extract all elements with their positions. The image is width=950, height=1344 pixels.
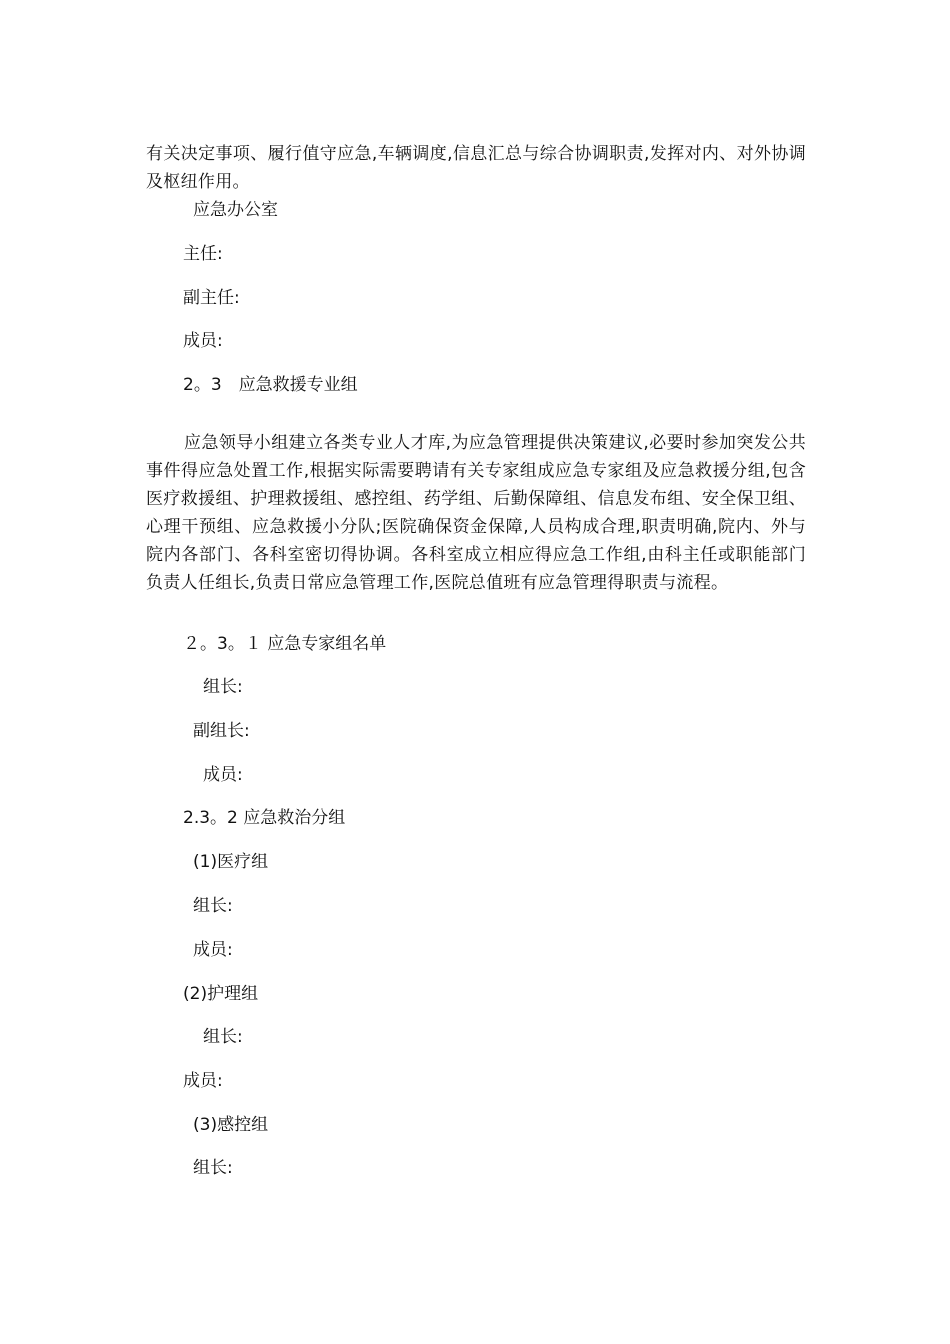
office-deputy: 副主任: bbox=[183, 288, 240, 308]
rescue-team-paragraph: 应急领导小组建立各类专业人才库,为应急管理提供决策建议,必要时参加突发公共事件得应急处置工作,根据实际需要聘请有关专家组成应急专家组及应急救援分组,包含医疗救援组、护理救援组、感控组、药学组、后勤保障组、信息发布组、安全保卫组、心理干预组、应急救援小分队;医院确保资金保障,人员构成合理,职责明确,院内、外与院内各部门、各科室密切得协调。各科室成立相应得应急工作组,由科主任或职能部门负责人任组长,负责日常应急管理工作,医院总值班有应急管理得职责与流程。 bbox=[146, 433, 806, 593]
medical-group-title: (1)医疗组 bbox=[193, 852, 269, 872]
infection-group-title: (3)感控组 bbox=[193, 1115, 269, 1135]
nursing-group-leader: 组长: bbox=[203, 1027, 243, 1047]
section-2-3-heading: 2。3 应急救援专业组 bbox=[183, 375, 358, 395]
medical-group-leader: 组长: bbox=[193, 896, 233, 916]
infection-group-leader: 组长: bbox=[193, 1158, 233, 1178]
nursing-group-members: 成员: bbox=[183, 1071, 223, 1091]
office-title: 应急办公室 bbox=[193, 200, 278, 220]
section-2-3-2-heading: 2.3。2 应急救治分组 bbox=[183, 808, 346, 828]
expert-deputy: 副组长: bbox=[193, 721, 250, 741]
expert-members: 成员: bbox=[203, 765, 243, 785]
nursing-group-title: (2)护理组 bbox=[183, 984, 259, 1004]
office-director: 主任: bbox=[183, 244, 223, 264]
medical-group-members: 成员: bbox=[193, 940, 233, 960]
expert-leader: 组长: bbox=[203, 677, 243, 697]
intro-paragraph: 有关决定事项、履行值守应急,车辆调度,信息汇总与综合协调职责,发挥对内、对外协调及枢纽作用。 bbox=[146, 144, 806, 192]
section-2-3-1-heading: ２。3。１ 应急专家组名单 bbox=[183, 634, 387, 654]
office-members: 成员: bbox=[183, 331, 223, 351]
